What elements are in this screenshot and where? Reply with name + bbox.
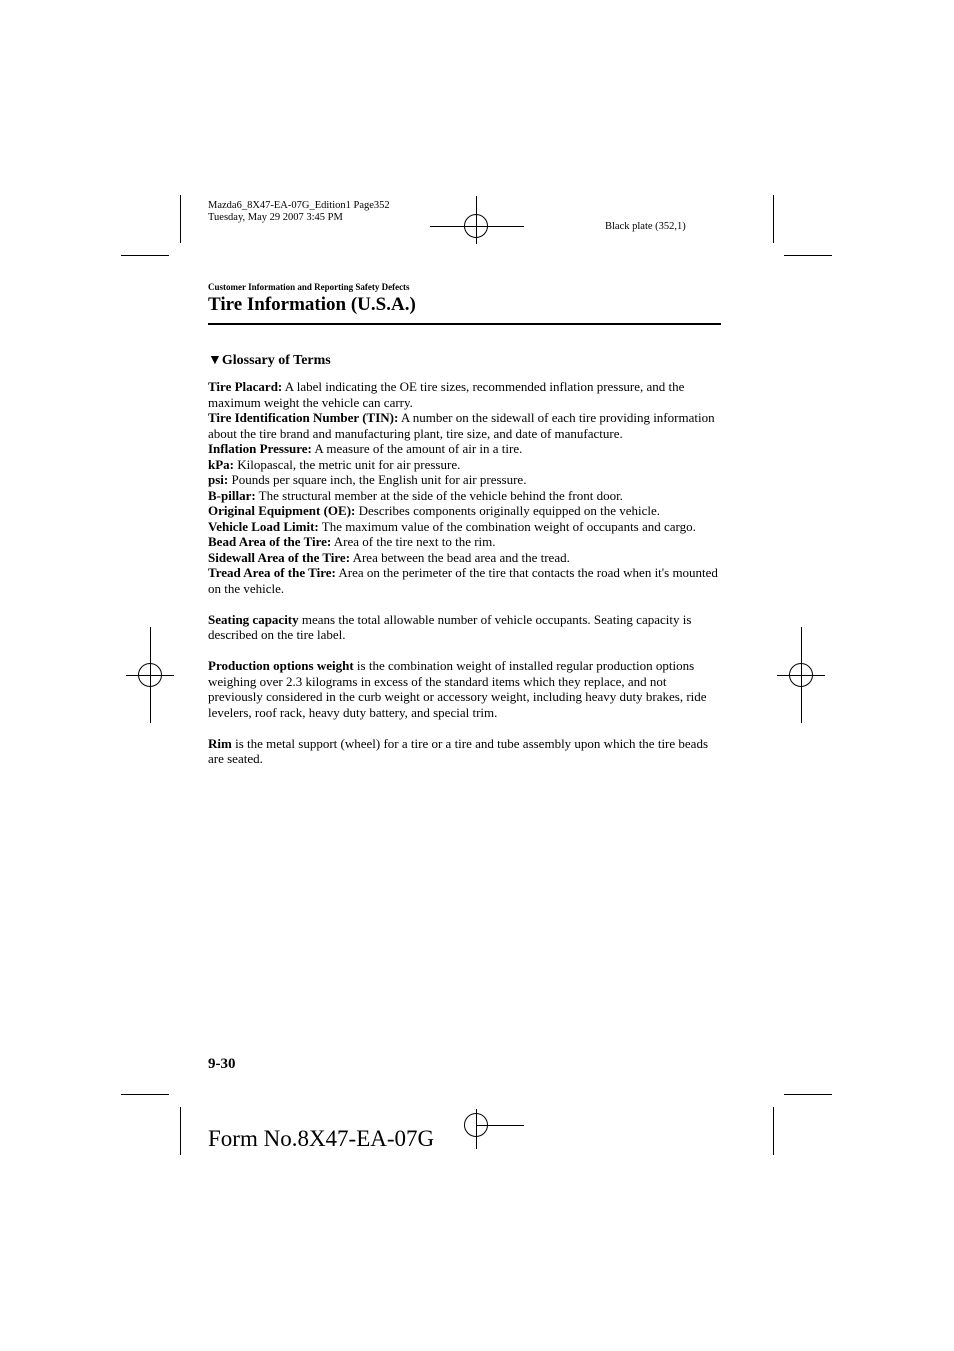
glossary-content xyxy=(208,379,723,767)
page-number: 9-30 xyxy=(208,1056,236,1072)
section-label: Customer Information and Reporting Safety Defects xyxy=(208,282,410,292)
doc-id: Mazda6_8X47-EA-07G_Edition1 Page352 xyxy=(208,200,390,211)
title-rule xyxy=(208,323,721,325)
print-datetime: Tuesday, May 29 2007 3:45 PM xyxy=(208,212,343,223)
paragraph-rim: Rim is the metal support (wheel) for a tire or a tire and tube assembly upon which the tire beads are seated. xyxy=(208,735,709,766)
print-header xyxy=(208,200,390,224)
page-title: Tire Information (U.S.A.) xyxy=(208,294,416,315)
triangle-down-icon: ▼ xyxy=(208,353,222,368)
glossary-entry: Sidewall Area of the Tire: Area between the bead area and the tread. xyxy=(208,549,570,565)
glossary-entry: Original Equipment (OE): Describes components originally equipped on the vehicle. xyxy=(208,503,661,518)
form-number: Form No.8X47-EA-07G xyxy=(208,1126,435,1151)
glossary-entry: Tire Identification Number (TIN): A number on the sidewall of each tire providing information about the tire brand and manufacturing plant, tire size, and date of manufacture. xyxy=(208,410,715,441)
glossary-entry: Tire Placard: A label indicating the OE tire sizes, recommended inflation pressure, and the maximum weight the vehicle can carry. xyxy=(208,379,685,410)
plate-label: Black plate (352,1) xyxy=(605,221,686,232)
subheading xyxy=(208,353,331,369)
glossary-entry: psi: Pounds per square inch, the English unit for air pressure. xyxy=(208,472,527,487)
paragraph-production-options-weight: Production options weight is the combination weight of installed regular production options weighing over 2.3 kilograms in excess of the standard items which they replace, and not previously considered in the curb weight or accessory weight, including heavy duty brakes, ride levelers, roof rack, heavy duty battery, and special trim. xyxy=(208,658,707,720)
glossary-entry: kPa: Kilopascal, the metric unit for air pressure. xyxy=(208,456,461,472)
subheading-text: Glossary of Terms xyxy=(221,353,331,368)
glossary-entry: Tread Area of the Tire: Area on the perimeter of the tire that contacts the road when it's mounted on the vehicle. xyxy=(208,565,718,596)
glossary-entry: B-pillar: The structural member at the side of the vehicle behind the front door. xyxy=(208,487,623,503)
glossary-entry: Inflation Pressure: A measure of the amount of air in a tire. xyxy=(208,441,523,456)
paragraph-seating-capacity: Seating capacity means the total allowable number of vehicle occupants. Seating capacity is described on the tire label. xyxy=(208,611,692,642)
glossary-entry: Vehicle Load Limit: The maximum value of the combination weight of occupants and cargo. xyxy=(208,518,696,534)
glossary-entry: Bead Area of the Tire: Area of the tire next to the rim. xyxy=(208,534,496,549)
